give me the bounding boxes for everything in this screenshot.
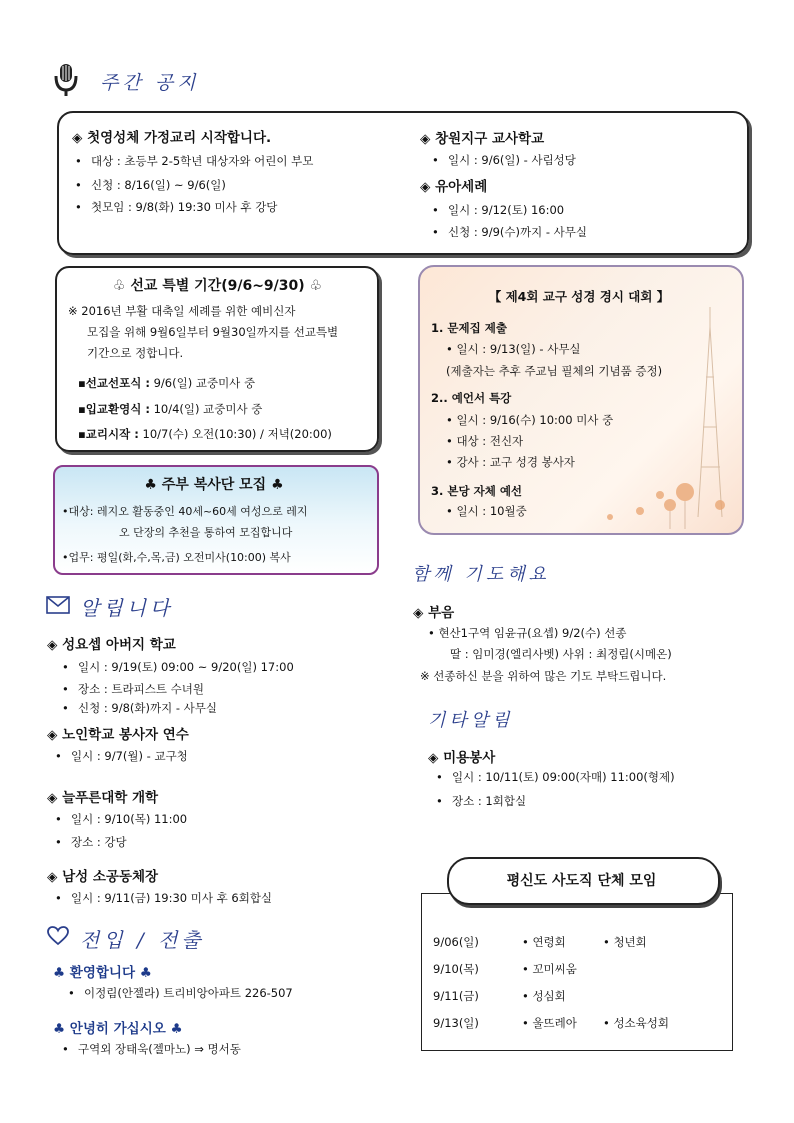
servers-line: •업무: 평일(화,수,목,금) 오전미사(10:00) 복사 — [62, 551, 291, 564]
list-item: • 대상 : 초등부 2-5학년 대상자와 어린이 부모 — [75, 154, 314, 168]
list-item: (제출자는 추후 주교님 필체의 기념품 증정) — [446, 364, 663, 378]
beauty-service-heading: ◈ 미용봉사 — [428, 750, 496, 766]
section-title-weekly: 주간 공지 — [100, 72, 200, 94]
farewell-heading: ♣ 안녕히 가십시오 ♣ — [53, 1021, 183, 1037]
meeting-date: 9/10(목) — [433, 962, 479, 976]
list-item: • 일시 : 10월중 — [446, 504, 527, 518]
meeting-date: 9/11(금) — [433, 989, 479, 1003]
mission-note-line: 기간으로 정합니다. — [87, 346, 184, 360]
list-item: • 강사 : 교구 성경 봉사자 — [446, 455, 575, 469]
list-item: • 일시 : 9/19(토) 09:00 ~ 9/20(일) 17:00 — [62, 660, 294, 674]
meeting-group: • 연령회 — [522, 935, 566, 949]
bible-contest-title: 【 제4회 교구 성경 경시 대회 】 — [488, 289, 670, 304]
servers-line: 오 단장의 추천을 통하여 모집합니다 — [119, 526, 293, 539]
heart-icon — [47, 926, 69, 949]
list-item: • 일시 : 9/7(월) - 교구청 — [55, 749, 188, 763]
list-item: • 일시 : 9/6(일) - 사림성당 — [432, 153, 576, 167]
list-item: • 신청 : 9/8(화)까지 - 사무실 — [62, 701, 217, 715]
obituary-heading: ◈ 부음 — [413, 605, 455, 621]
bible-section-heading: 3. 본당 자체 예선 — [431, 484, 523, 498]
meeting-group: • 성소육성회 — [603, 1016, 669, 1030]
mission-note-line: 모집을 위해 9월6일부터 9월30일까지를 선교특별 — [87, 325, 339, 339]
list-item: • 일시 : 9/13(일) - 사무실 — [446, 342, 581, 356]
infant-baptism-heading: ◈ 유아세례 — [420, 179, 488, 195]
list-item: • 일시 : 10/11(토) 09:00(자매) 11:00(형제) — [436, 770, 675, 784]
obituary-line: ※ 선종하신 분을 위하여 많은 기도 부탁드립니다. — [420, 669, 667, 683]
list-item: • 이정림(안젤라) 트리비앙아파트 226-507 — [68, 986, 293, 1000]
teacher-school-heading: ◈ 창원지구 교사학교 — [420, 131, 545, 147]
meeting-group: • 청년회 — [603, 935, 647, 949]
servers-line: •대상: 레지오 활동중인 40세~60세 여성으로 레지 — [62, 505, 308, 518]
meeting-date: 9/13(일) — [433, 1016, 479, 1030]
altar-servers-title: ♣ 주부 복사단 모집 ♣ — [144, 477, 284, 493]
welcome-heading: ♣ 환영합니다 ♣ — [53, 965, 152, 981]
notice-heading: ◈ 남성 소공동체장 — [47, 869, 159, 885]
list-item: • 신청 : 8/16(일) ~ 9/6(일) — [75, 178, 226, 192]
list-item: • 장소 : 트라피스트 수녀원 — [62, 682, 204, 696]
list-item: • 대상 : 전신자 — [446, 434, 524, 448]
list-item: • 일시 : 9/12(토) 16:00 — [432, 203, 565, 217]
meeting-group: • 꼬미씨움 — [522, 962, 577, 976]
section-title-transfer: 전입 / 전출 — [80, 928, 205, 952]
first-communion-heading: ◈ 첫영성체 가정교리 시작합니다. — [72, 130, 272, 146]
obituary-line: • 현산1구역 임윤규(요셉) 9/2(수) 선종 — [428, 626, 627, 640]
mission-row: ▪입교환영식 : 10/4(일) 교중미사 중 — [78, 402, 263, 416]
list-item: • 장소 : 1회합실 — [436, 794, 527, 808]
list-item: • 신청 : 9/9(수)까지 - 사무실 — [432, 225, 587, 239]
bible-section-heading: 1. 문제집 제출 — [431, 321, 507, 335]
list-item: • 장소 : 강당 — [55, 835, 127, 849]
section-title-prayer: 함께 기도해요 — [412, 564, 551, 585]
list-item: • 일시 : 9/16(수) 10:00 미사 중 — [446, 413, 614, 427]
envelope-icon — [46, 596, 70, 617]
notice-heading: ◈ 늘푸른대학 개학 — [47, 790, 159, 806]
mission-row: ▪선교선포식 : 9/6(일) 교중미사 중 — [78, 376, 256, 390]
list-item: • 일시 : 9/10(목) 11:00 — [55, 812, 188, 826]
laity-meetings-title: 평신도 사도직 단체 모임 — [506, 873, 657, 889]
bible-section-heading: 2.. 예언서 특강 — [431, 391, 512, 405]
list-item: • 첫모임 : 9/8(화) 19:30 미사 후 강당 — [75, 200, 278, 214]
section-title-notice: 알립니다 — [80, 596, 174, 620]
list-item: • 일시 : 9/11(금) 19:30 미사 후 6회합실 — [55, 891, 273, 905]
notice-heading: ◈ 노인학교 봉사자 연수 — [47, 727, 189, 743]
mission-note-line: ※ 2016년 부활 대축일 세례를 위한 예비신자 — [68, 304, 296, 318]
mission-row: ▪교리시작 : 10/7(수) 오전(10:30) / 저녁(20:00) — [78, 427, 332, 441]
obituary-line: 딸 : 임미경(엘리사벳) 사위 : 최정림(시메온) — [450, 647, 672, 661]
meeting-group: • 성심회 — [522, 989, 566, 1003]
meeting-date: 9/06(일) — [433, 935, 479, 949]
microphone-icon — [52, 62, 80, 98]
list-item: • 구역외 장태욱(젤마노) ⇒ 명서동 — [62, 1042, 241, 1056]
section-title-other: 기타알림 — [428, 710, 514, 731]
notice-heading: ◈ 성요셉 아버지 학교 — [47, 637, 176, 653]
mission-period-title: ♧ 선교 특별 기간(9/6~9/30) ♧ — [112, 278, 323, 294]
meeting-group: • 울뜨레아 — [522, 1016, 577, 1030]
